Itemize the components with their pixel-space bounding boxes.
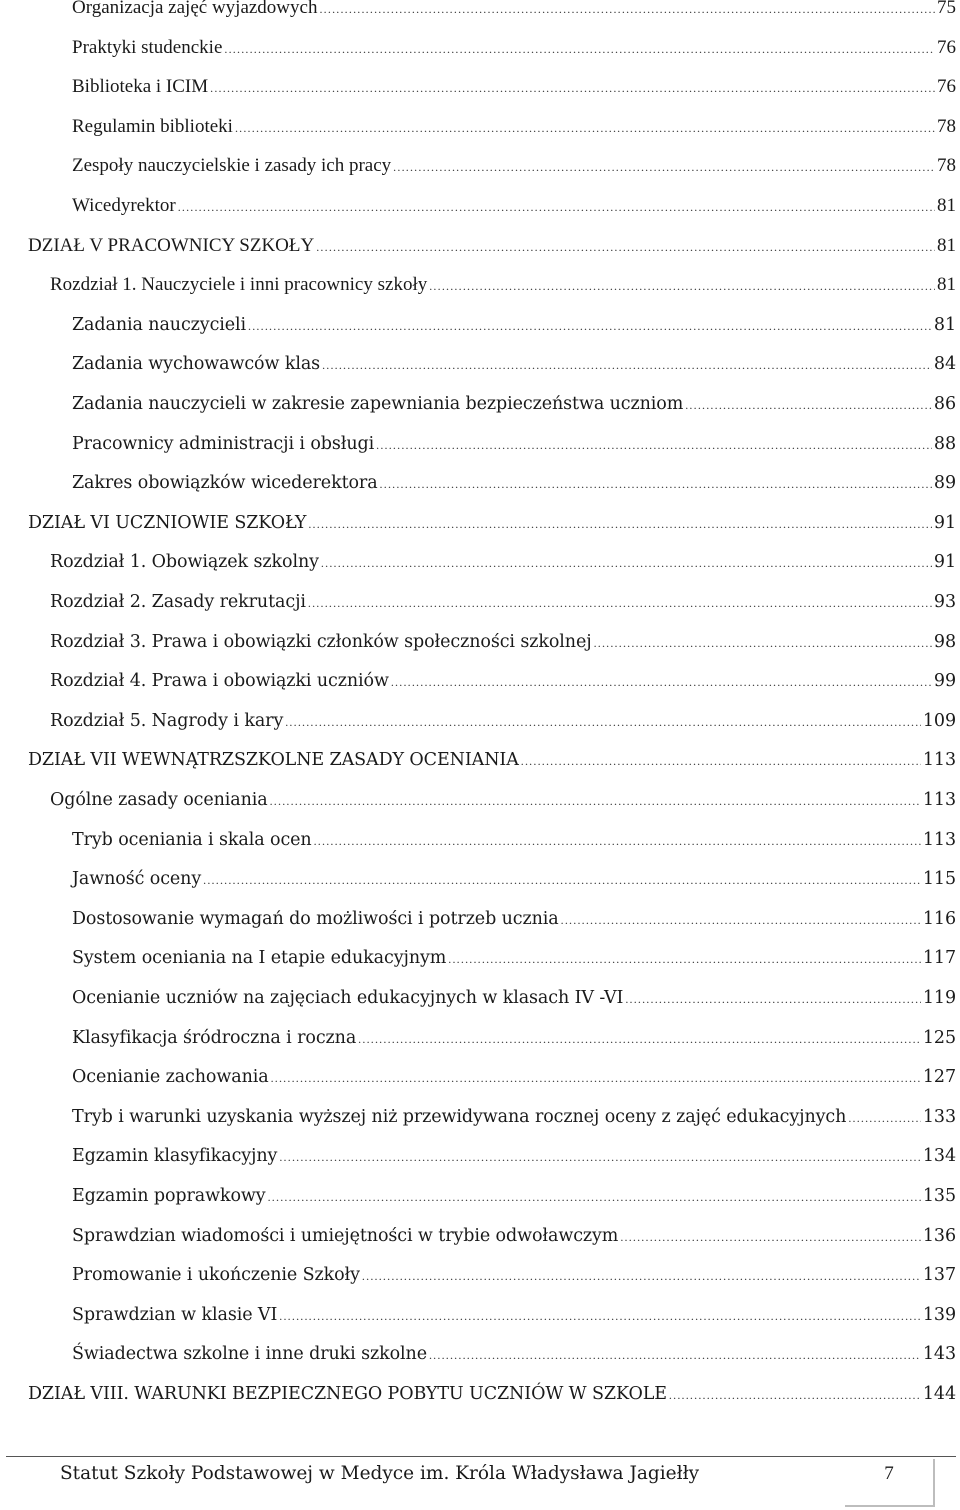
toc-dot-leader [224, 34, 935, 64]
toc-entry-title: Tryb i warunki uzyskania wyższej niż przewidywana rocznej oceny z zajęć edukacyjnych [72, 1106, 847, 1127]
toc-entry-title: Praktyki studenckie [72, 36, 223, 58]
toc-dot-leader [285, 707, 921, 737]
toc-entry[interactable] [50, 587, 956, 617]
toc-entry-title: Rozdział 2. Zasady rekrutacji [50, 592, 306, 612]
toc-entry[interactable] [72, 1062, 956, 1092]
toc-entry[interactable] [72, 0, 956, 23]
toc-dot-leader [669, 1380, 921, 1410]
toc-dot-leader [316, 232, 935, 262]
toc-entry-title: DZIAŁ VI UCZNIOWIE SZKOŁY [28, 512, 307, 533]
toc-entry-title: Organizacja zajęć wyjazdowych [72, 0, 318, 18]
toc-entry-page: 113 [922, 750, 956, 771]
toc-entry-title: Tryb oceniania i skala ocen [72, 829, 312, 850]
toc-dot-leader [362, 1261, 921, 1291]
toc-dot-leader [376, 430, 932, 460]
toc-entry-title: Zadania nauczycieli [72, 314, 247, 335]
toc-entry-page: 116 [922, 908, 956, 929]
toc-entry[interactable] [50, 706, 956, 736]
toc-dot-leader [322, 350, 932, 380]
toc-dot-leader [685, 390, 932, 420]
footer-document-title: Statut Szkoły Podstawowej w Medyce im. Króla Władysława Jagiełły [60, 1463, 700, 1484]
toc-entry-title: Regulamin biblioteki [72, 115, 233, 137]
toc-entry-page: 78 [937, 155, 956, 177]
toc-entry[interactable] [72, 1141, 956, 1171]
toc-dot-leader [268, 1182, 921, 1212]
toc-dot-leader [380, 469, 932, 499]
toc-entry[interactable] [72, 1260, 956, 1290]
toc-entry-page: 81 [933, 314, 956, 335]
toc-entry-page: 119 [922, 988, 956, 1008]
toc-dot-leader [521, 746, 921, 776]
toc-dot-leader [178, 192, 935, 222]
toc-entry-page: 91 [933, 512, 956, 533]
toc-entry[interactable] [72, 983, 956, 1013]
toc-entry-page: 81 [937, 234, 956, 256]
toc-entry-title: Rozdział 1. Obowiązek szkolny [50, 552, 319, 573]
toc-dot-leader [448, 944, 921, 974]
toc-entry-page: 98 [933, 631, 956, 652]
toc-dot-leader [210, 73, 935, 103]
toc-entry-page: 113 [922, 790, 956, 810]
toc-entry-title: Zadania nauczycieli w zakresie zapewniania bezpieczeństwa uczniom [72, 394, 684, 414]
toc-entry-page: 81 [937, 274, 956, 296]
toc-entry[interactable] [50, 785, 956, 815]
toc-entry[interactable] [50, 666, 956, 696]
toc-entry-page: 137 [922, 1265, 956, 1286]
toc-entry-title: Rozdział 4. Prawa i obowiązki uczniów [50, 671, 389, 692]
toc-entry-title: Dostosowanie wymagań do możliwości i potrzeb ucznia [72, 908, 559, 929]
toc-dot-leader [321, 548, 932, 578]
toc-entry-page: 135 [922, 1186, 956, 1206]
toc-entry[interactable] [72, 1300, 956, 1330]
toc-entry[interactable] [72, 349, 956, 379]
toc-dot-leader [279, 1142, 921, 1172]
toc-entry-page: 143 [922, 1344, 956, 1365]
toc-entry-page: 115 [922, 869, 956, 890]
toc-entry-title: Zespoły nauczycielskie i zasady ich pracy [72, 155, 392, 177]
toc-entry[interactable] [72, 1023, 956, 1053]
toc-entry-title: Biblioteka i ICIM [72, 76, 209, 98]
toc-entry[interactable] [28, 1379, 956, 1409]
toc-entry-title: Rozdział 3. Prawa i obowiązki członków społeczności szkolnej [50, 631, 592, 652]
toc-entry-title: DZIAŁ V PRACOWNICY SZKOŁY [28, 234, 315, 256]
toc-dot-leader [235, 113, 935, 143]
toc-entry-page: 76 [937, 36, 956, 58]
toc-entry[interactable] [50, 627, 956, 657]
toc-entry-page: 134 [922, 1146, 956, 1167]
toc-dot-leader [429, 271, 935, 301]
toc-entry[interactable] [72, 151, 956, 181]
toc-entry-title: Ocenianie uczniów na zajęciach edukacyjnych w klasach IV -VI [72, 988, 624, 1008]
toc-dot-leader [248, 311, 932, 341]
toc-entry-title: Egzamin klasyfikacyjny [72, 1146, 278, 1167]
toc-dot-leader [314, 826, 921, 856]
toc-entry-page: 144 [922, 1384, 956, 1404]
toc-dot-leader [358, 1024, 921, 1054]
toc-entry-title: Egzamin poprawkowy [72, 1186, 266, 1206]
toc-entry-page: 127 [922, 1067, 956, 1088]
toc-entry[interactable] [72, 429, 956, 459]
toc-entry[interactable] [72, 112, 956, 142]
toc-dot-leader [625, 984, 921, 1014]
toc-entry[interactable] [72, 864, 956, 894]
footer-page-number: 7 [884, 1463, 894, 1484]
toc-entry[interactable] [28, 745, 956, 775]
toc-entry-page: 91 [933, 552, 956, 573]
toc-dot-leader [319, 0, 935, 24]
toc-dot-leader [271, 1063, 921, 1093]
toc-entry-title: DZIAŁ VIII. WARUNKI BEZPIECZNEGO POBYTU UCZNIÓW W SZKOLE [28, 1384, 667, 1404]
toc-dot-leader [308, 588, 932, 618]
toc-dot-leader [203, 865, 921, 895]
toc-entry-page: 75 [937, 0, 956, 18]
toc-entry[interactable] [72, 1181, 956, 1211]
toc-dot-leader [429, 1340, 921, 1370]
toc-entry[interactable] [28, 231, 956, 261]
toc-entry[interactable] [50, 270, 956, 300]
toc-entry-title: Sprawdzian wiadomości i umiejętności w trybie odwoławczym [72, 1225, 619, 1246]
toc-entry-page: 99 [933, 671, 956, 692]
toc-entry[interactable] [72, 33, 956, 63]
toc-entry[interactable] [72, 310, 956, 340]
toc-entry[interactable] [72, 1102, 956, 1132]
toc-entry[interactable] [72, 1221, 956, 1251]
toc-entry[interactable] [72, 1339, 956, 1369]
toc-dot-leader [594, 628, 932, 658]
toc-entry-title: Ogólne zasady oceniania [50, 790, 268, 810]
toc-entry-page: 88 [933, 433, 956, 454]
toc-entry-title: Klasyfikacja śródroczna i roczna [72, 1027, 357, 1048]
footer-page-box [845, 1459, 935, 1507]
toc-dot-leader [270, 786, 921, 816]
toc-entry-title: Wicedyrektor [72, 195, 176, 216]
toc-entry[interactable] [72, 904, 956, 934]
toc-entry-title: Promowanie i ukończenie Szkoły [72, 1265, 360, 1286]
toc-entry-page: 84 [933, 354, 956, 375]
toc-entry-title: Jawność oceny [72, 869, 202, 890]
toc-entry-title: Świadectwa szkolne i inne druki szkolne [72, 1344, 427, 1365]
toc-entry-title: Rozdział 1. Nauczyciele i inni pracownicy szkoły [50, 274, 428, 296]
toc-dot-leader [391, 667, 932, 697]
toc-entry-title: Rozdział 5. Nagrody i kary [50, 710, 284, 731]
toc-entry[interactable] [72, 191, 956, 221]
toc-entry[interactable] [72, 943, 956, 973]
toc-entry[interactable] [72, 468, 956, 498]
toc-entry-title: System oceniania na I etapie edukacyjnym [72, 948, 447, 969]
toc-entry-title: Ocenianie zachowania [72, 1067, 269, 1088]
toc-entry-page: 81 [937, 195, 956, 216]
toc-entry-title: Zakres obowiązków wicederektora [72, 473, 378, 494]
toc-entry-page: 133 [922, 1106, 956, 1127]
toc-entry-page: 86 [933, 394, 956, 414]
toc-entry-page: 93 [933, 592, 956, 612]
toc-entry-page: 78 [937, 115, 956, 137]
footer-divider [6, 1456, 956, 1457]
toc-entry[interactable] [28, 508, 956, 538]
toc-entry-page: 139 [922, 1304, 956, 1325]
toc-entry-page: 117 [922, 948, 956, 969]
toc-dot-leader [308, 509, 932, 539]
toc-entry-page: 125 [922, 1027, 956, 1048]
toc-entry-title: Sprawdzian w klasie VI [72, 1304, 278, 1325]
toc-entry-page: 76 [937, 76, 956, 98]
toc-entry-title: DZIAŁ VII WEWNĄTRZSZKOLNE ZASADY OCENIANIA [28, 750, 519, 771]
toc-dot-leader [620, 1222, 921, 1252]
toc-entry-page: 89 [933, 473, 956, 494]
toc-dot-leader [279, 1301, 921, 1331]
toc-entry-title: Pracownicy administracji i obsługi [72, 433, 375, 454]
toc-dot-leader [848, 1103, 921, 1133]
toc-entry-title: Zadania wychowawców klas [72, 354, 321, 375]
toc-entry-page: 109 [922, 710, 956, 731]
toc-entry[interactable] [72, 825, 956, 855]
toc-dot-leader [393, 152, 935, 182]
toc-entry-page: 136 [922, 1225, 956, 1246]
toc-entry[interactable] [72, 389, 956, 419]
toc-entry[interactable] [50, 547, 956, 577]
toc-entry-page: 113 [922, 829, 956, 850]
toc-dot-leader [561, 905, 921, 935]
toc-entry[interactable] [72, 72, 956, 102]
